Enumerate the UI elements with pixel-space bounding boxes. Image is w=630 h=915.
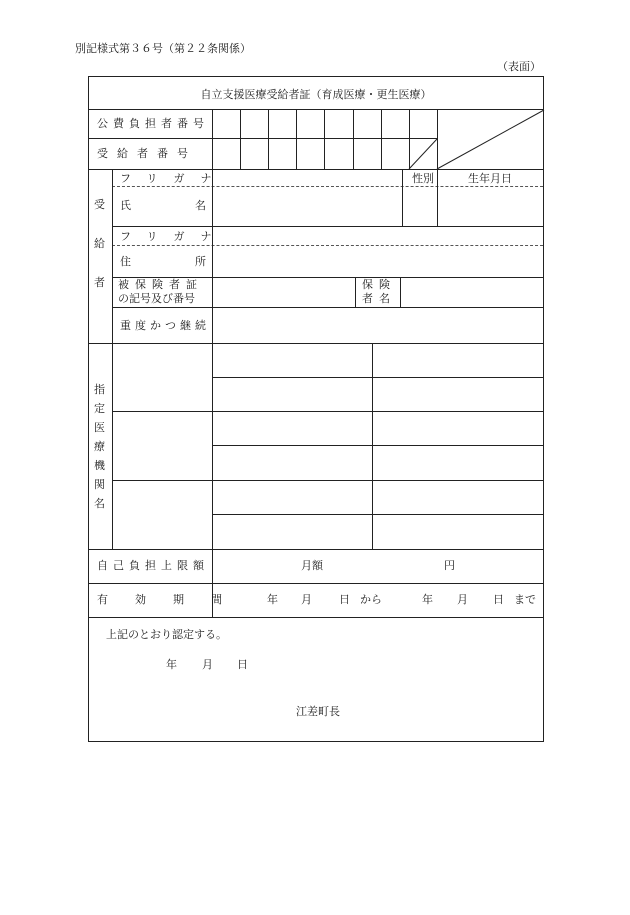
date-month: 月 [202, 658, 213, 671]
copay-limit-label: 自己負担上限額 [97, 559, 209, 572]
divider [112, 411, 543, 412]
certification-text: 上記のとおり認定する。 [106, 628, 227, 641]
institution-label-char: 療 [94, 440, 105, 453]
validity-month-from: 月 [301, 593, 312, 606]
side-label: （表面） [497, 60, 541, 73]
insurer-label-1: 保険 [362, 278, 396, 291]
divider [402, 169, 403, 226]
recipient-number-label: 受給者番号 [97, 147, 197, 160]
furigana-label-2: フリガナ [120, 230, 228, 243]
monthly-amount-label: 月額 [301, 559, 323, 572]
institution-label-char: 医 [94, 421, 105, 434]
form-number: 別記様式第３６号（第２２条関係） [75, 42, 251, 55]
yen-label: 円 [444, 559, 455, 572]
insurance-card-label-1: 被保険者証 [118, 278, 203, 291]
divider [213, 514, 543, 515]
divider [112, 186, 543, 187]
date-day: 日 [237, 658, 248, 671]
divider [89, 343, 543, 344]
recipient-group-label-3: 者 [94, 276, 105, 289]
divider [112, 480, 543, 481]
institution-label-char: 指 [94, 383, 105, 396]
recipient-group-label-2: 給 [94, 237, 105, 250]
validity-day-from: 日 [339, 593, 350, 606]
name-label [120, 199, 206, 213]
address-label-2: 所 [195, 255, 206, 268]
validity-month-to: 月 [457, 593, 468, 606]
divider [112, 343, 113, 549]
divider [112, 226, 543, 227]
validity-label-text: 有効期間 [97, 593, 249, 606]
validity-year-to: 年 [422, 593, 433, 606]
payer-number-label [97, 117, 209, 131]
name-label-1: 氏 [120, 199, 131, 212]
date-year: 年 [166, 658, 177, 671]
divider [89, 549, 543, 550]
institution-label-char: 定 [94, 402, 105, 415]
divider [372, 343, 373, 549]
validity-to: まで [514, 593, 536, 606]
insurance-card-label-2: の記号及び番号 [118, 292, 195, 305]
validity-day-to: 日 [493, 593, 504, 606]
divider [213, 377, 543, 378]
divider [400, 277, 401, 307]
certificate-form [88, 76, 544, 742]
address-label [120, 255, 206, 269]
sex-label: 性別 [412, 172, 434, 185]
insurer-label-2: 者名 [362, 292, 396, 305]
validity-label [97, 593, 249, 607]
divider [89, 617, 543, 618]
payer-number-label-text: 公費負担者番号 [97, 117, 209, 130]
divider [112, 169, 113, 343]
validity-year-from: 年 [267, 593, 278, 606]
recipient-group-label-1: 受 [94, 198, 105, 211]
divider [112, 245, 543, 246]
validity-from: から [360, 593, 382, 606]
name-label-2: 名 [195, 199, 206, 212]
divider [89, 583, 543, 584]
designated-institution-label [94, 383, 108, 516]
institution-label-char: 名 [94, 497, 105, 510]
institution-label-char: 関 [94, 478, 105, 491]
institution-label-char: 機 [94, 459, 105, 472]
furigana-label: フリガナ [120, 172, 228, 185]
severe-continuous-label: 重度かつ継続 [120, 319, 210, 332]
divider [213, 445, 543, 446]
divider [355, 277, 356, 307]
address-label-1: 住 [120, 255, 131, 268]
birthdate-label: 生年月日 [468, 172, 512, 185]
divider [112, 307, 543, 308]
form-title: 自立支援医療受給者証（育成医療・更生医療） [200, 88, 432, 101]
issuer: 江差町長 [296, 705, 340, 718]
